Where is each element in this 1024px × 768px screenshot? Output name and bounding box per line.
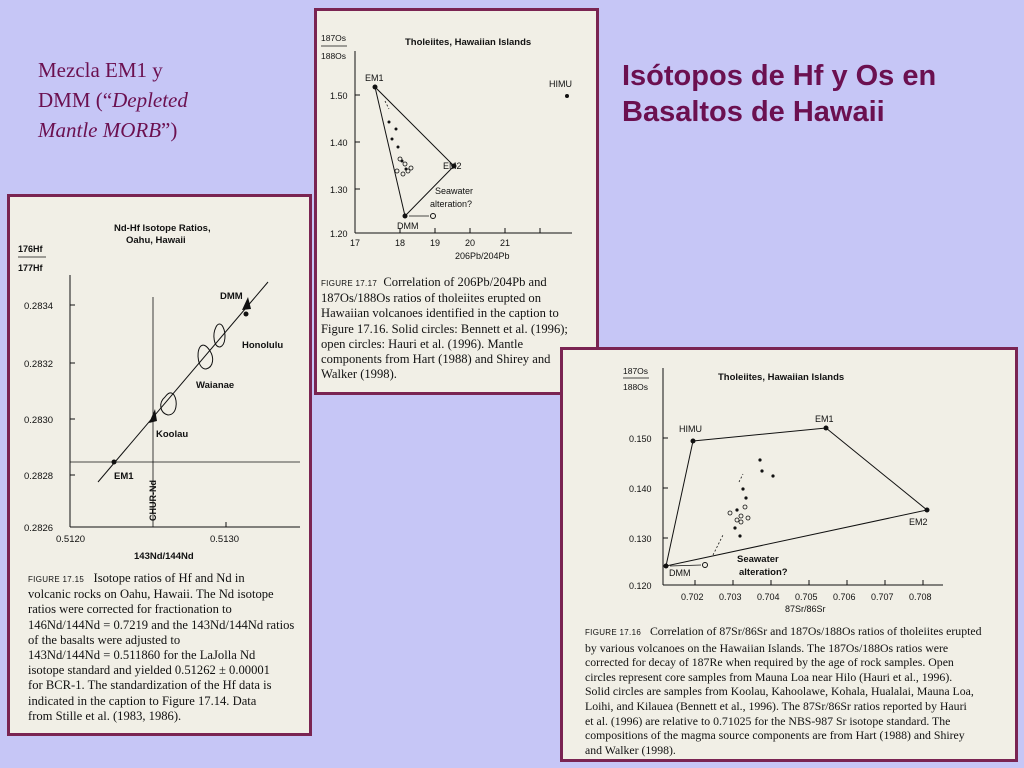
caption-line: 143Nd/144Nd = 0.511860 for the LaJolla Nd xyxy=(28,648,256,663)
y-tick-label: 0.2826 xyxy=(24,523,54,534)
y-tick-label: 0.2828 xyxy=(24,471,54,482)
caption-text: Isotope ratios of Hf and Nd in xyxy=(93,571,245,585)
y-tick-label: 0.150 xyxy=(629,434,652,444)
y-tick-label: 0.120 xyxy=(629,581,652,591)
dmm-point xyxy=(403,214,408,219)
em2-label: EM2 xyxy=(909,517,928,527)
koolau-field xyxy=(161,393,177,415)
caption-line: Walker (1998). xyxy=(321,367,397,382)
caption-line: indicated in the caption to Figure 17.14. Data xyxy=(28,693,257,708)
sample-solid xyxy=(738,534,741,537)
x-axis-label: 143Nd/144Nd xyxy=(134,551,194,562)
subtitle-text: ”) xyxy=(161,118,178,142)
figure-17-15-caption xyxy=(28,571,312,724)
sample-solid xyxy=(391,138,394,141)
em1-label: EM1 xyxy=(365,73,384,83)
caption-line: by various volcanoes on the Hawaiian Islands. The 187Os/188Os ratios were xyxy=(585,640,949,655)
honolulu-field xyxy=(214,324,225,347)
em1-label: EM1 xyxy=(114,471,134,482)
himu-point xyxy=(691,439,696,444)
em1-point xyxy=(824,426,829,431)
chart-title-line1: Nd-Hf Isotope Ratios, xyxy=(114,223,211,234)
em2-point xyxy=(925,508,930,513)
caption-figure-label: FIGURE 17.16 xyxy=(585,628,642,637)
sample-open xyxy=(735,518,739,522)
figure-17-15-panel xyxy=(7,194,312,736)
chart-title: Tholeiites, Hawaiian Islands xyxy=(718,372,845,383)
x-tick-label: 0.706 xyxy=(833,592,856,602)
subtitle-line2 xyxy=(38,85,278,115)
waianae-field xyxy=(198,345,213,369)
y-axis-label-num: 187Os xyxy=(623,366,649,376)
em2-label: EM2 xyxy=(443,161,462,171)
trend-dashed-line xyxy=(713,535,723,555)
koolau-label: Koolau xyxy=(156,429,189,440)
caption-line: et al. (1996) are relative to 0.71025 for the NBS-987 Sr isotope standard. The xyxy=(585,713,951,728)
figure-17-15-chart xyxy=(10,197,309,577)
sample-solid xyxy=(744,496,747,499)
dmm-label: DMM xyxy=(669,568,691,578)
x-tick-label: 0.708 xyxy=(909,592,932,602)
caption-line: volcanic rocks on Oahu, Hawaii. The Nd isotope xyxy=(28,587,274,602)
caption-line: compositions of the magma source components are from Hart (1988) and Shirey xyxy=(585,728,965,743)
x-tick-label: 19 xyxy=(430,238,441,248)
caption-line: Loihi, and Kilauea (Bennett et al., 1996). The 87Sr/86Sr ratios reported by Hauri xyxy=(585,698,967,713)
caption-line: open circles: Hauri et al. (1996). Mantle xyxy=(321,336,524,351)
x-tick-label: 21 xyxy=(500,238,511,248)
sample-solid xyxy=(733,526,736,529)
waianae-label: Waianae xyxy=(196,380,235,391)
y-tick-label: 0.130 xyxy=(629,534,652,544)
figure-17-17-caption xyxy=(321,275,596,382)
himu-point xyxy=(565,94,569,98)
slide-subtitle xyxy=(38,55,278,145)
y-axis-label-den: 188Os xyxy=(321,51,347,61)
mixing-triangle xyxy=(375,87,454,216)
caption-line: and Walker (1998). xyxy=(585,742,676,757)
y-tick-label: 0.2834 xyxy=(24,301,54,312)
caption-line: ratios were corrected for fractionation to xyxy=(28,602,232,617)
annotation-line1: Seawater xyxy=(737,554,779,565)
em1-point xyxy=(373,85,378,90)
subtitle-line3 xyxy=(38,115,278,145)
mixing-polygon xyxy=(666,428,927,566)
chur-nd-label: CHUR-Nd xyxy=(148,480,158,521)
y-tick-label: 1.30 xyxy=(330,185,348,195)
caption-line: components from Hart (1988) and Shirey and xyxy=(321,352,551,367)
caption-line: Solid circles are samples from Koolau, Kahoolawe, Kohala, Hualalai, Mauna Loa, xyxy=(585,684,974,699)
caption-line: from Stille et al. (1983, 1986). xyxy=(28,708,182,723)
x-tick-label: 0.702 xyxy=(681,592,704,602)
y-tick-label: 0.2832 xyxy=(24,359,54,370)
sample-open xyxy=(398,157,402,161)
sample-points xyxy=(388,121,436,219)
subtitle-italic: Depleted xyxy=(112,88,188,112)
subtitle-line1: Mezcla EM1 y xyxy=(38,58,163,82)
sample-open xyxy=(746,516,750,520)
figure-17-16-panel xyxy=(560,347,1018,762)
x-tick-label: 0.707 xyxy=(871,592,894,602)
seawater-point xyxy=(703,563,708,568)
caption-line: for BCR-1. The standardization of the Hf data is xyxy=(28,678,272,693)
y-tick-label: 0.2830 xyxy=(24,415,54,426)
x-tick-label: 0.703 xyxy=(719,592,742,602)
himu-label: HIMU xyxy=(549,79,572,89)
y-axis-label-den: 188Os xyxy=(623,382,649,392)
sample-open xyxy=(431,214,436,219)
honolulu-label: Honolulu xyxy=(242,340,284,351)
sample-solid xyxy=(735,508,738,511)
y-axis-label-den: 177Hf xyxy=(18,263,43,273)
sample-open xyxy=(395,169,399,173)
slide-title xyxy=(622,58,1012,130)
sample-open xyxy=(728,511,732,515)
caption-line: Hawaiian volcanoes identified in the caption to xyxy=(321,306,559,321)
sample-solid xyxy=(741,487,744,490)
seawater-arrow xyxy=(670,565,701,566)
sample-open xyxy=(739,520,743,524)
annotation-line1: Seawater xyxy=(435,186,474,196)
em1-point xyxy=(112,460,117,465)
caption-figure-label: FIGURE 17.17 xyxy=(321,279,378,288)
sample-solid xyxy=(771,474,774,477)
sample-points xyxy=(728,458,775,537)
x-tick-label: 0.5120 xyxy=(56,534,86,545)
y-tick-label: 1.50 xyxy=(330,91,348,101)
sample-solid xyxy=(760,469,763,472)
caption-text: Correlation of 87Sr/86Sr and 187Os/188Os ratios of tholeiites erupted xyxy=(649,624,982,638)
figure-17-16-caption xyxy=(585,624,1015,757)
caption-line: isotope standard and yielded 0.51262 ± 0.00001 xyxy=(28,663,270,678)
x-tick-label: 0.705 xyxy=(795,592,818,602)
caption-line: 146Nd/144Nd = 0.7219 and the 143Nd/144Nd ratios xyxy=(28,617,295,632)
sample-open xyxy=(739,514,743,518)
trend-dashed-line xyxy=(739,474,743,482)
sample-open xyxy=(403,162,407,166)
caption-line: circles represent core samples from Mauna Loa near Hilo (Hauri et al., 1996). xyxy=(585,669,953,684)
x-tick-label: 18 xyxy=(395,238,406,248)
caption-line xyxy=(28,571,312,587)
trend-dashed-line xyxy=(385,101,389,109)
x-tick-label: 0.5130 xyxy=(210,534,240,545)
caption-figure-label: FIGURE 17.15 xyxy=(28,575,85,584)
dmm-point xyxy=(244,312,249,317)
caption-line xyxy=(321,275,596,291)
slide-title-line1: Isótopos de Hf y Os en xyxy=(622,60,937,92)
himu-label: HIMU xyxy=(679,424,702,434)
sample-open xyxy=(409,166,413,170)
sample-solid xyxy=(758,458,761,461)
caption-line: Figure 17.16. Solid circles: Bennett et al. (1996); xyxy=(321,321,568,336)
subtitle-text: DMM (“ xyxy=(38,88,113,112)
sample-solid xyxy=(388,121,391,124)
dmm-label: DMM xyxy=(397,221,419,231)
dmm-point xyxy=(664,564,669,569)
x-tick-label: 17 xyxy=(350,238,361,248)
annotation-line2: alteration? xyxy=(739,567,788,578)
subtitle-italic: Mantle MORB xyxy=(38,118,162,142)
annotation-line2: alteration? xyxy=(430,199,473,209)
sample-open xyxy=(401,172,405,176)
caption-text: Correlation of 206Pb/204Pb and xyxy=(383,275,547,289)
caption-line xyxy=(585,624,1015,641)
x-axis-label: 206Pb/204Pb xyxy=(455,251,510,261)
chart-title: Tholeiites, Hawaiian Islands xyxy=(405,37,532,48)
chart-title-line2: Oahu, Hawaii xyxy=(126,235,186,246)
sample-open xyxy=(743,505,747,509)
dmm-label: DMM xyxy=(220,291,243,302)
y-axis-label-num: 176Hf xyxy=(18,244,43,254)
y-tick-label: 1.20 xyxy=(330,229,348,239)
x-tick-label: 0.704 xyxy=(757,592,780,602)
sample-solid xyxy=(397,146,400,149)
caption-line: of the basalts were adjusted to xyxy=(28,632,181,647)
x-axis-label: 87Sr/86Sr xyxy=(785,604,826,614)
caption-line: 187Os/188Os ratios of tholeiites erupted on xyxy=(321,291,542,306)
y-axis-label-num: 187Os xyxy=(321,33,347,43)
em1-label: EM1 xyxy=(815,414,834,424)
mixing-line xyxy=(98,282,268,482)
slide-title-line2: Basaltos de Hawaii xyxy=(622,96,885,128)
caption-line: corrected for decay of 187Re when required by the age of rock samples. Open xyxy=(585,655,954,670)
x-tick-label: 20 xyxy=(465,238,476,248)
figure-17-17-panel xyxy=(314,8,599,395)
y-tick-label: 1.40 xyxy=(330,138,348,148)
figure-17-16-chart xyxy=(563,350,1015,620)
y-tick-label: 0.140 xyxy=(629,484,652,494)
sample-solid xyxy=(395,128,398,131)
